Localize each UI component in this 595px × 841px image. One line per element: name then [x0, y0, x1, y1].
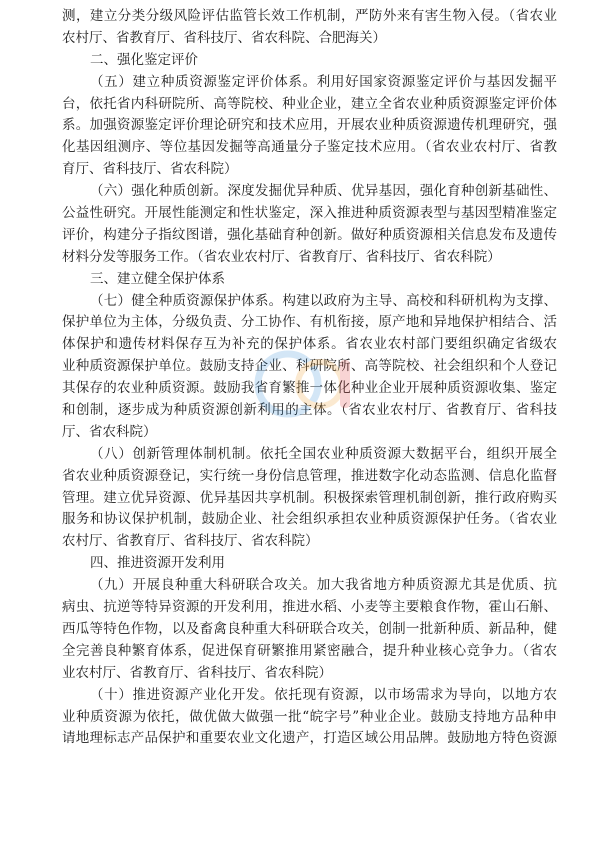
section-heading: 四、推进资源开发利用	[90, 555, 225, 572]
body-text-line: 体保护和遗传材料保存互为补充的保护体系。省农业农村部门要组织确定省级农	[62, 336, 557, 353]
paragraph-first-line: （九）开展良种重大科研联合攻关。加大我省地方种质资源尤其是优质、抗	[90, 577, 557, 594]
body-text-line: 业种质资源为依托，做优做大做强一批“皖字号”种业企业。鼓励支持地方品种申	[62, 708, 557, 725]
section-heading: 三、建立健全保护体系	[90, 270, 225, 287]
paragraph-last-line: 厅、省农科院）	[62, 423, 157, 440]
body-text-line: 和创制，逐步成为种质资源创新利用的主体。（省农业农村厅、省教育厅、省科技	[62, 402, 557, 419]
body-text-line: 西瓜等特色作物，以及畜禽良种重大科研联合攻关，创制一批新种质、新品种，健	[62, 620, 557, 637]
body-text-line: 公益性研究。开展性能测定和性状鉴定，深入推进种质资源表型与基因型精准鉴定	[62, 205, 557, 222]
paragraph-first-line: （八）创新管理体制机制。依托全国农业种质资源大数据平台，组织开展全	[90, 445, 557, 462]
paragraph-last-line: 材料分发等服务工作。（省农业农村厅、省教育厅、省科技厅、省农科院）	[62, 248, 501, 265]
paragraph-last-line: 农村厅、省教育厅、省科技厅、省农科院）	[62, 533, 319, 550]
section-heading: 二、强化鉴定评价	[90, 51, 198, 68]
paragraph-first-line: （十）推进资源产业化开发。依托现有资源，以市场需求为导向，以地方农	[90, 686, 557, 703]
body-text-line: 省农业种质资源登记，实行统一身份信息管理，推进数字化动态监测、信息化监督	[62, 467, 557, 484]
body-text-line: 系。加强资源鉴定评价理论研究和技术应用，开展农业种质资源遗传机理研究，强	[62, 117, 557, 134]
paragraph-last-line: 育厅、省科技厅、省农科院）	[62, 161, 238, 178]
paragraph-first-line: （七）健全种质资源保护体系。构建以政府为主导、高校和科研机构为支撑、	[90, 292, 557, 309]
body-text-line: 测，建立分类分级风险评估监管长效工作机制，严防外来有害生物入侵。（省农业	[62, 8, 557, 24]
body-text-line: 评价，构建分子指纹图谱，强化基础育种创新。做好种质资源相关信息发布及遗传	[62, 226, 557, 243]
paragraph-last-line: 农村厅、省教育厅、省科技厅、省农科院、合肥海关）	[62, 29, 386, 46]
body-text-line: 业种质资源保护单位。鼓励支持企业、科研院所、高等院校、社会组织和个人登记	[62, 358, 557, 375]
paragraph-first-line: （六）强化种质创新。深度发掘优异种质、优异基因，强化育种创新基础性、	[90, 183, 557, 200]
body-text-line: 其保存的农业种质资源。鼓励我省育繁推一体化种业企业开展种质资源收集、鉴定	[62, 380, 557, 397]
body-text-line: 台，依托省内科研院所、高等院校、种业企业，建立全省农业种质资源鉴定评价体	[62, 95, 557, 112]
body-text-line: 请地理标志产品保护和重要农业文化遗产，打造区域公用品牌。鼓励地方特色资源	[62, 730, 557, 747]
body-text-line: 保护单位为主体，分级负责、分工协作、有机衔接，原产地和异地保护相结合、活	[62, 314, 557, 331]
body-text-line: 管理。建立优异资源、优异基因共享机制。积极探索管理机制创新，推行政府购买	[62, 489, 557, 506]
body-text-line: 服务和协议保护机制，鼓励企业、社会组织承担农业种质资源保护任务。（省农业	[62, 511, 557, 528]
paragraph-last-line: 业农村厅、省教育厅、省科技厅、省农科院）	[62, 664, 332, 681]
body-text-line: 全完善良种繁育体系，促进保育研繁推用紧密融合，提升种业核心竞争力。（省农	[62, 642, 557, 659]
paragraph-first-line: （五）建立种质资源鉴定评价体系。利用好国家资源鉴定评价与基因发掘平	[90, 73, 557, 90]
body-text-line: 化基因组测序、等位基因发掘等高通量分子鉴定技术应用。（省农业农村厅、省教	[62, 139, 557, 156]
body-text-line: 病虫、抗逆等特异资源的开发利用，推进水稻、小麦等主要粮食作物，霍山石斛、	[62, 599, 557, 616]
